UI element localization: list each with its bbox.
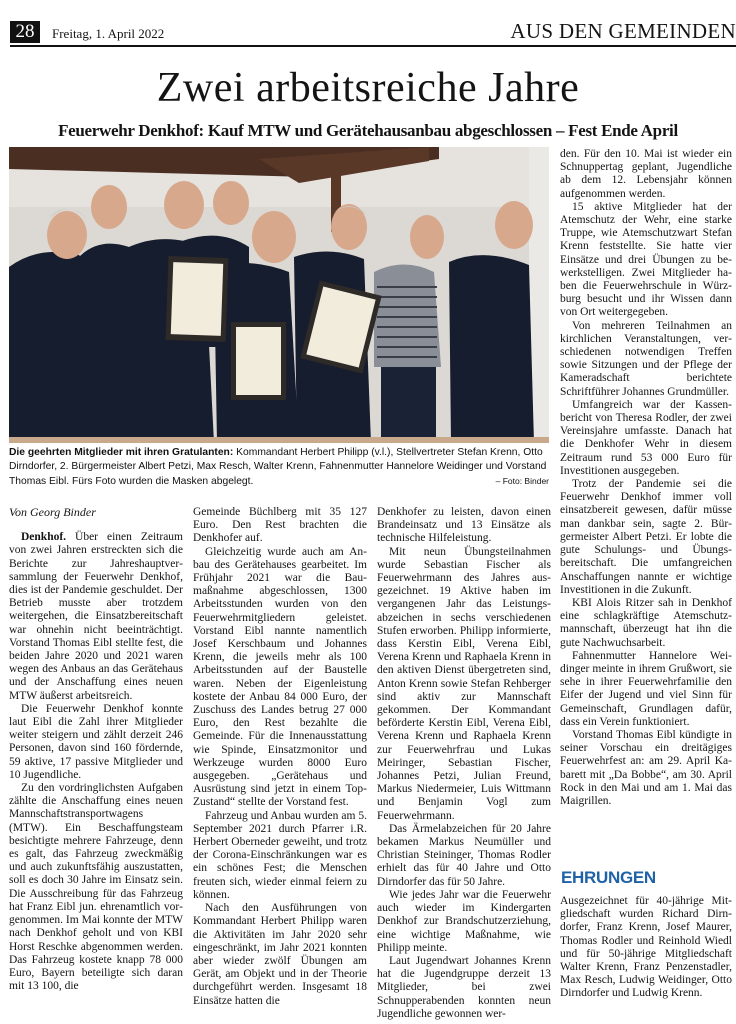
- group-photo: [9, 147, 549, 443]
- caption-text: Kommandant Herbert Philipp (v.l.), Stellvertreter Stefan Krenn, Otto Dirndorfer, 2. Bürgermeister Albert Petzi, Max Resch, Walter Krenn, Fahnenmutter Hannelore Weidinger und Vorstand Thomas Eibl. Fürs Foto wurden die Masken abgelegt.: [9, 447, 547, 487]
- honors-box-title: EHRUNGEN: [561, 868, 656, 887]
- paragraph: den. Für den 10. Mai ist wieder ein Schnuppertag geplant, Jugendliche ab dem 12. Lebensjahr können aufgenommen werden.: [560, 148, 732, 200]
- paragraph: Umfangreich war der Kassenbericht von Theresa Rodler, der zwei Vereinsjahre umfasste. Danach hat die Denkhofer Wehr in diesem Zeitraum rund 53 000 Euro für Investitionen ausgegeben.: [560, 398, 732, 477]
- paragraph: Fahnenmutter Hannelore Weidinger meinte in ihrem Grußwort, sie sehe in ihrer Feuerwehrfamilie den Eifer der Jugend und viel Sinn für Gemeinschaft, Grundlagen dafür, dass ein Verein funktioniert.: [560, 649, 732, 728]
- article-column-3: [377, 506, 551, 1021]
- paragraph: Vorstand Thomas Eibl kündigte in seiner Vorschau ein dreitägiges Feuerwehrfest an: am 29. April Kabarett mit „Da Bobbe“, am 30. April Rock in den Mai und am 1. Mai das Maigrillen.: [560, 728, 732, 807]
- group-photo-image: [9, 147, 549, 443]
- paragraph: Das Ärmelabzeichen für 20 Jahre bekamen Markus Neumüller und Christian Steininger, Thomas Rodler erhielt das für 40 Jahre und Otto Dirndorfer das für 50 Jahre.: [377, 822, 551, 888]
- article-column-1: [9, 506, 183, 993]
- paragraph: Trotz der Pandemie sei die Feuerwehr Denkhof immer voll einsatzbereit gewesen, dafür müsse man dankbar sein, sagte 2. Bürgermeister Albert Petzi. Er lobte die gute Schulungs- und Übungsbereitschaft. Die umfangreichen Anschaffungen nannte er wichtige Investitionen in die Zukunft.: [560, 478, 732, 596]
- article-column-2: [193, 506, 367, 1008]
- paragraph: Gleichzeitig wurde auch am Anbau des Gerätehauses gearbeitet. Im Frühjahr 2021 war die Baumaßnahme abgeschlossen, 1300 Arbeitsstunden wurden von den Feuerwehrmitgliedern geleistet. Vorstand Eibl nannte namentlich Josef Kerschbaum und Johannes Krenn, die jeweils mehr als 100 Arbeitsstunden auf der Baustelle waren. Neben der Eigenleistung kostete der Anbau 84 000 Euro, der Zuschuss des Landes betrug 27 000 Euro, den Rest bezahlte die Gemeinde. Für die Innenausstattung wie Spinde, Einsatzmonitor und Werkzeuge wurden 8000 Euro ausgegeben. „Gerätehaus und Ausrüstung sind jetzt in einem Top-Zustand“ stellte der Vorstand fest.: [193, 545, 367, 809]
- paragraph: Wie jedes Jahr war die Feuerwehr auch wieder im Kindergarten Denkhof zur Brandschutzerziehung, eine wichtige Maßnahme, wie Philipp meinte.: [377, 888, 551, 954]
- honors-box: [560, 895, 732, 1001]
- caption-lead: Die geehrten Mitglieder mit ihren Gratulanten:: [9, 447, 234, 458]
- photo-caption: [9, 446, 549, 489]
- section-title: AUS DEN GEMEINDEN: [510, 19, 736, 43]
- paragraph: Von mehreren Teilnahmen an kirchlichen Veranstaltungen, verschiedenen notwendigen Treffen sowie Sitzungen und der Pflege der Kameradschaft berichtete Schriftführer Johannes Grundmüller.: [560, 319, 732, 398]
- issue-date: Freitag, 1. April 2022: [52, 26, 165, 41]
- page-number: 28: [10, 21, 40, 43]
- paragraph: 15 aktive Mitglieder hat der Atemschutz der Wehr, eine starke Truppe, wie Atemschutzwart Stefan Krenn feststellte. Sie hatte vier Einsätze und drei Übungen zu bewerkstelligen. Zwei Mitglieder haben die Feuerwehrschule in Würzburg besucht und ihr Wissen dann von Ort weitergegeben.: [560, 200, 732, 319]
- paragraph: Die Feuerwehr Denkhof konnte laut Eibl die Zahl ihrer Mitglieder weiter steigern und zählt derzeit 246 Personen, davon sind 160 fördernde, 59 aktive, 17 passive Mitglieder und 10 Jugendliche.: [9, 702, 183, 781]
- photo-credit: – Foto: Binder: [495, 475, 549, 486]
- paragraph: Fahrzeug und Anbau wurden am 5. September 2021 durch Pfarrer i.R. Herbert Oberneder geweiht, und trotz der Corona-Einschränkungen war es ein schönes Fest; die Menschen freuten sich, wieder einmal feiern zu können.: [193, 809, 367, 901]
- paragraph: Nach den Ausführungen von Kommandant Herbert Philipp waren die Aktivitäten im Jahr 2020 sehr eingeschränkt, im Jahr 2021 konnten aber wieder zwölf Übungen am Gerät, am Objekt und in der Theorie durchgeführt werden. Insgesamt 18 Einsätze hatten die: [193, 902, 367, 1007]
- paragraph: Denkhofer zu leisten, davon einen Brandeinsatz und 13 Einsätze als technische Hilfeleistung.: [377, 506, 551, 545]
- paragraph: Laut Jugendwart Johannes Krenn hat die Jugendgruppe derzeit 13 Mitglieder, bei zwei Schnupperabenden konnten neun Jugendliche gewonnen wer-: [377, 954, 551, 1020]
- byline: Von Georg Binder: [9, 505, 96, 519]
- paragraph: KBI Alois Ritzer sah in Denkhof eine schlagkräftige Atemschutzmannschaft, überzeugt hat ihn die gute Nachwuchsarbeit.: [560, 596, 732, 649]
- paragraph: Denkhof. Über einen Zeitraum von zwei Jahren erstreckten sich die Berichte zur Jahreshauptversammlung der Feuerwehr Denkhof, dies ist der Pandemie geschuldet. Der Betrieb musste aber trotzdem weitergehen, die Einsatzbereitschaft war ohnehin nicht beeinträchtigt. Vorstand Thomas Eibl stellte fest, die beiden Jahre 2020 und 2021 waren wegen des Anbaus an das Gerätehaus und der Anschaffung eines neuen MTW äußerst arbeitsreich.: [9, 531, 183, 702]
- paragraph: Gemeinde Büchlberg mit 35 127 Euro. Den Rest brachten die Denkhofer auf.: [193, 506, 367, 545]
- paragraph: Mit neun Übungsteilnahmen wurde Sebastian Fischer als Feuerwehrmann des Jahres ausgezeichnet. 19 Aktive haben im vergangenen Jahr das Leistungsabzeichen in sechs verschiedenen Stufen erworben. Philipp informierte, dass Kerstin Eibl, Verena Eibl, Verena Krenn und Raphaela Krenn in den aktiven Dienst übergetreten sind, Anton Krenn sowie Stefan Rehberger sind aktiv zur Mannschaft gekommen. Der Kommandant beförderte Kerstin Eibl, Verena Eibl, Verena Krenn und Raphaela Krenn zur Feuerwehrfrau und Lukas Meiringer, Sebastian Fischer, Johannes Petzi, Julian Freund, Markus Niedermeier, Luis Wittmann und Benjamin Vogl zum Feuerwehrmann.: [377, 545, 551, 822]
- paragraph: Zu den vordringlichsten Aufgaben zählte die Anschaffung eines neuen Mannschaftstransportwagens (MTW). Ein Beschaffungsteam besichtigte mehrere Fahrzeuge, denn es galt, das Fahrzeug zweckmäßig und auch zukunftsfähig auszustatten, soll es doch 30 Jahre im Einsatz sein. Die Ausschreibung für das Fahrzeug hat Franz Eibl jun. ehrenamtlich vorgenommen. Im Mai konnte der MTW nach Denkhof geholt und von KBI Horst Reschke abgenommen werden. Das Fahrzeug kostete knapp 78 000 Euro, Bayern beteiligte sich daran mit 13 100, die: [9, 782, 183, 993]
- subheadline: Feuerwehr Denkhof: Kauf MTW und Gerätehausanbau abgeschlossen – Fest Ende April: [58, 121, 678, 140]
- dateline: Denkhof.: [21, 531, 67, 544]
- headline: Zwei arbeitsreiche Jahre: [156, 65, 580, 111]
- honors-box-text: Ausgezeichnet für 40-jährige Mitgliedschaft wurden Richard Dirndorfer, Franz Krenn, Josef Maurer, Thomas Rodler und Reinhold Wiedl und für 50-jährige Mitgliedschaft Walter Krenn, Franz Penzenstadler, Max Resch, Ludwig Weidinger, Otto Dirndorfer und Ludwig Krenn.: [560, 895, 732, 1000]
- article-column-4: [560, 148, 732, 808]
- page-header: [10, 19, 736, 47]
